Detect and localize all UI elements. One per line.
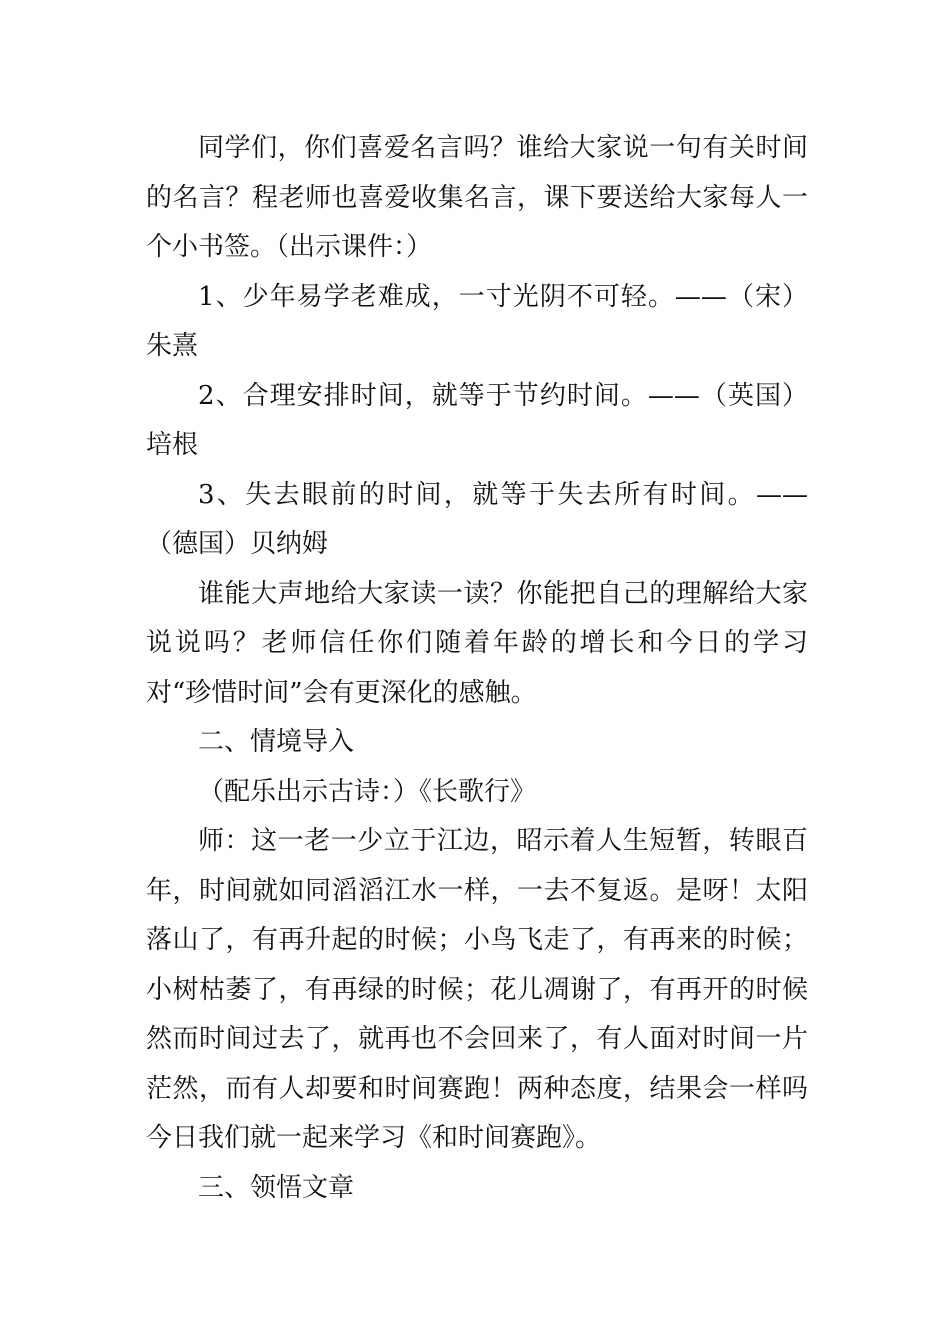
document-body <box>146 124 808 1213</box>
section-heading-2: 二、情境导入 <box>198 727 355 757</box>
paragraph-quote-2: 2、合理安排时间，就等于节约时间。——（英国）培根 <box>146 380 808 460</box>
paragraph-poem-title: （配乐出示古诗：）《长歌行》 <box>198 776 537 807</box>
paragraph-intro-quotes: 同学们，你们喜爱名言吗？谁给大家说一句有关时间的名言？程老师也喜爱收集名言，课下要送给大家每人一个小书签。（出示课件：） <box>146 133 808 262</box>
paragraph-quote-3: 3、失去眼前的时间，就等于失去所有时间。——（德国）贝纳姆 <box>146 479 808 559</box>
paragraph-teacher-speech: 师：这一老一少立于江边，昭示着人生短暂，转眼百年，时间就如同滔滔江水一样，一去不复返。是呀！太阳落山了，有再升起的时候；小鸟飞走了，有再来的时候；小树枯萎了，有再绿的时候；花儿凋谢了，有再开的时候然而时间过去了，就再也不会回来了，有人面对时间一片茫然，而有人却要和时间赛跑！两种态度，结果会一样吗今日我们就一起来学习《和时间赛跑》。 <box>146 826 808 1153</box>
section-heading-3: 三、领悟文章 <box>198 1172 355 1203</box>
paragraph-quote-1: 1、少年易学老难成，一寸光阴不可轻。——（宋）朱熹 <box>146 281 808 361</box>
paragraph-read-aloud: 谁能大声地给大家读一读？你能把自己的理解给大家说说吗？老师信任你们随着年龄的增长和今日的学习对“珍惜时间”会有更深化的感触。 <box>146 578 808 708</box>
